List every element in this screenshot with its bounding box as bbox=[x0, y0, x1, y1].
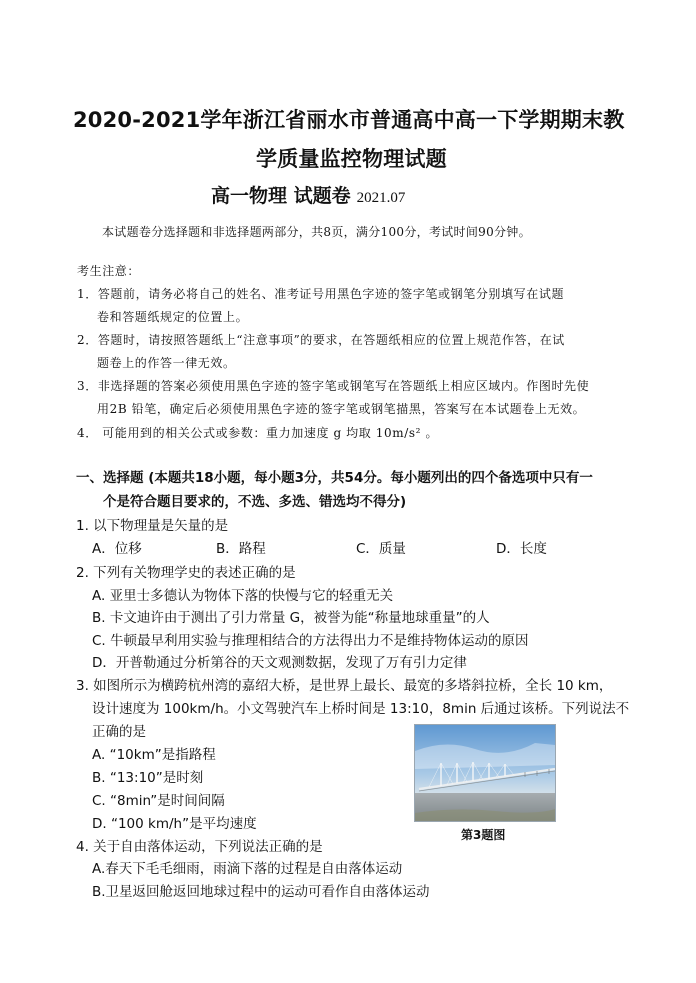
question-2-option-d: D．开普勒通过分析第谷的天文观测数据，发现了万有引力定律 bbox=[92, 655, 467, 671]
section-heading-line-1: 一、选择题 (本题共18小题，每小题3分，共54分。每小题列出的四个备选项中只有一 bbox=[76, 470, 593, 486]
question-2-option-c: C. 牛顿最早利用实验与推理相结合的方法得出力不是维持物体运动的原因 bbox=[92, 633, 529, 649]
notice-line: 1．答题前，请务必将自己的姓名、准考证号用黑色字迹的签字笔或钢笔分别填写在试题 bbox=[77, 287, 565, 301]
question-2-stem: 2. 下列有关物理学史的表述正确的是 bbox=[76, 565, 296, 581]
question-3-option-a: A. “10km”是指路程 bbox=[92, 747, 216, 763]
question-4-option-a: A.春天下毛毛细雨，雨滴下落的过程是自由落体运动 bbox=[92, 861, 403, 877]
subtitle-text: 高一物理 试题卷 bbox=[211, 185, 351, 207]
notice-line: 4． 可能用到的相关公式或参数：重力加速度 g 均取 10m/s² 。 bbox=[77, 426, 439, 440]
question-1-stem: 1. 以下物理量是矢量的是 bbox=[76, 518, 229, 534]
title-line-2: 学质量监控物理试题 bbox=[256, 147, 447, 171]
notice-line: 题卷上的作答一律无效。 bbox=[97, 356, 236, 370]
question-3-option-c: C. “8min”是时间间隔 bbox=[92, 793, 225, 809]
notice-line: 用2B 铅笔，确定后必须使用黑色字迹的签字笔或钢笔描黑，答案写在本试题卷上无效。 bbox=[97, 402, 586, 416]
bridge-photo bbox=[414, 724, 556, 822]
bridge-image bbox=[415, 725, 555, 821]
question-4-option-b: B.卫星返回舱返回地球过程中的运动可看作自由落体运动 bbox=[92, 884, 430, 900]
question-3-option-d: D. “100 km/h”是平均速度 bbox=[92, 816, 257, 832]
question-1-option-c: C．质量 bbox=[356, 541, 406, 557]
notice-line: 3．非选择题的答案必须使用黑色字迹的签字笔或钢笔写在答题纸上相应区域内。作图时先使 bbox=[77, 379, 590, 393]
question-3-stem-line: 设计速度为 100km/h。小文驾驶汽车上桥时间是 13:10，8min 后通过该桥。下列说法不 bbox=[92, 701, 630, 717]
question-1-option-a: A．位移 bbox=[92, 541, 142, 557]
question-3-option-b: B. “13:10”是时刻 bbox=[92, 770, 204, 786]
question-3-stem-line: 正确的是 bbox=[92, 724, 146, 740]
intro-text: 本试题卷分选择题和非选择题两部分，共8页，满分100分，考试时间90分钟。 bbox=[102, 225, 531, 239]
notice-line: 卷和答题纸规定的位置上。 bbox=[97, 310, 249, 324]
notice-heading: 考生注意： bbox=[77, 264, 141, 278]
question-2-option-b: B. 卡文迪许由于测出了引力常量 G，被誉为能“称量地球重量”的人 bbox=[92, 610, 490, 626]
question-1-option-d: D．长度 bbox=[496, 541, 547, 557]
question-3-stem-line: 3. 如图所示为横跨杭州湾的嘉绍大桥，是世界上最长、最宽的多塔斜拉桥，全长 10 km， bbox=[76, 678, 613, 694]
question-1-option-b: B．路程 bbox=[216, 541, 266, 557]
question-4-stem: 4. 关于自由落体运动，下列说法正确的是 bbox=[76, 839, 323, 855]
notice-line: 2．答题时，请按照答题纸上“注意事项”的要求，在答题纸相应的位置上规范作答，在试 bbox=[77, 333, 565, 347]
section-heading-line-2: 个是符合题目要求的，不选、多选、错选均不得分) bbox=[103, 494, 407, 510]
question-2-option-a: A. 亚里士多德认为物体下落的快慢与它的轻重无关 bbox=[92, 588, 394, 604]
subtitle bbox=[211, 181, 405, 208]
subtitle-date: 2021.07 bbox=[356, 190, 406, 206]
figure-caption: 第3题图 bbox=[461, 828, 506, 842]
title-line-1: 2020-2021学年浙江省丽水市普通高中高一下学期期末教 bbox=[73, 108, 625, 132]
